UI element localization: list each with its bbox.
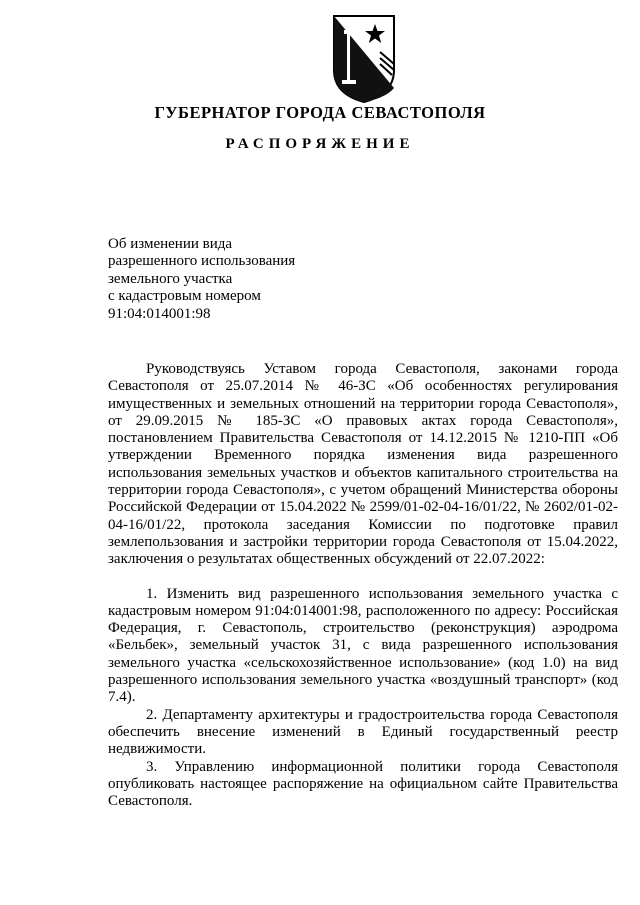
subject-line: земельного участка <box>108 270 233 287</box>
item-1-paragraph: 1. Изменить вид разрешенного использования земельного участка с кадастровым номером 91:04:014001:98, расположенного по адресу: Российская Федерация, г. Севастополь, строительство (реконструкция) аэродрома «Бельбек», земельный участок 31, с вида разрешенного использования земельного участка «сельскохозяйственное использование» (код 1.0) на вид разрешенного использования земельного участка «воздушный транспорт» (код 7.4). <box>108 585 618 706</box>
item-3-paragraph: 3. Управлению информационной политики города Севастополя опубликовать настоящее распоряжение на официальном сайте Правительства Севастополя. <box>108 758 618 810</box>
subject-line: разрешенного использования <box>108 253 296 270</box>
sevastopol-coat-of-arms-icon <box>328 12 400 104</box>
document-body <box>108 361 618 810</box>
subject-line: 91:04:014001:98 <box>108 305 211 322</box>
item-2-paragraph: 2. Департаменту архитектуры и градостроительства города Севастополя обеспечить внесение изменений в Единый государственный реестр недвижимости. <box>108 706 618 758</box>
preamble-paragraph: Руководствуясь Уставом города Севастополя, законами города Севастополя от 25.07.2014 № 46-ЗС «Об особенностях регулирования имущественных и земельных отношений на территории города Севастополя», от 29.09.2015 № 185-ЗС «О правовых актах города Севастополя», постановлением Правительства Севастополя от 14.12.2015 № 1210-ПП «Об утверждении Временного порядка изменения вида разрешенного использования земельных участков и объектов капитального строительства на территории города Севастополя», с учетом обращений Министерства обороны Российской Федерации от 15.04.2022 № 2599/01-02-04-16/01/22, № 2602/01-02-04-16/01/22, протокола заседания Комиссии по подготовке правил землепользования и застройки территории города Севастополя от 15.04.2022, заключения о результатах общественных обсуждений от 22.07.2022: <box>108 361 618 568</box>
subject-line: Об изменении вида <box>108 236 233 252</box>
subject-line: с кадастровым номером <box>108 288 261 305</box>
document-subject <box>108 236 368 323</box>
document-type: РАСПОРЯЖЕНИЕ <box>225 136 415 152</box>
issuer-title: ГУБЕРНАТОР ГОРОДА СЕВАСТОПОЛЯ <box>154 103 486 122</box>
